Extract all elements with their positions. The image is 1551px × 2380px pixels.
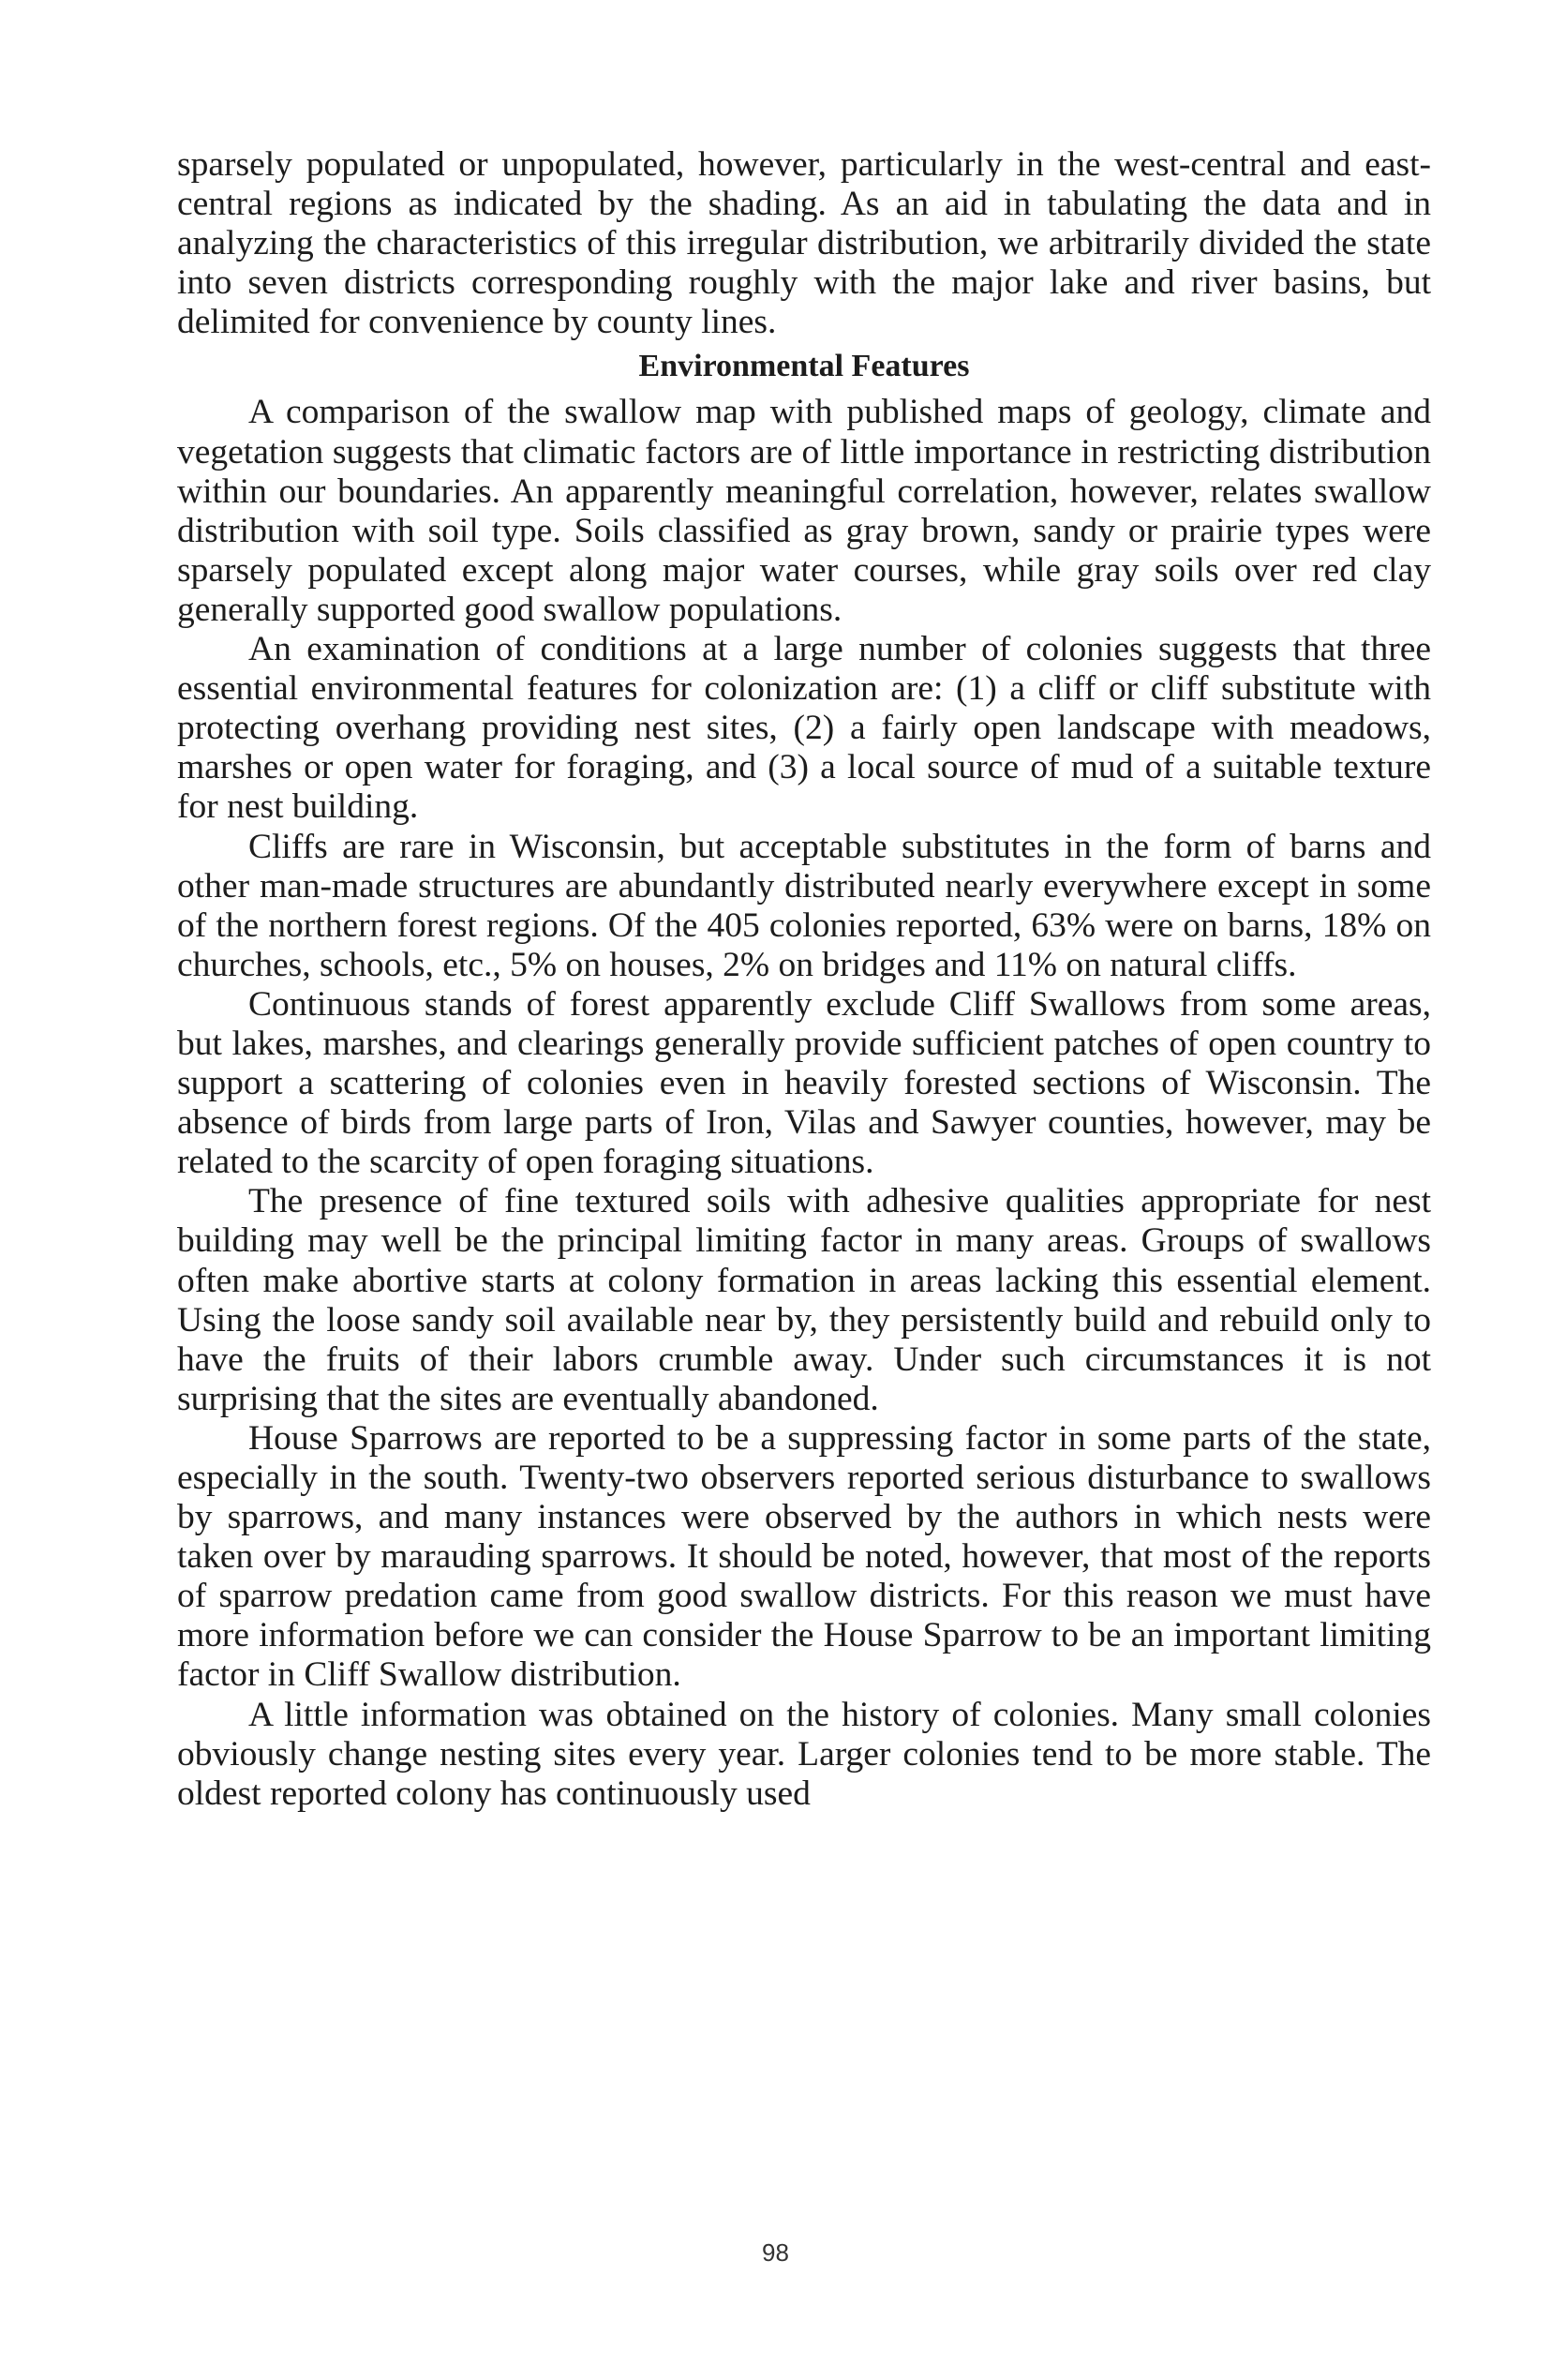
paragraph-house-sparrows: House Sparrows are reported to be a suppressing factor in some parts of the state, especially in the south. Twenty-two observers reported serious disturbance to swallows by sparrows, and many instances were observed by the authors in which nests were taken over by marauding sparrows. It should be noted, however, that most of the reports of sparrow predation came from good swallow districts. For this reason we must have more information before we can consider the House Sparrow to be an important limiting factor in Cliff Swallow distribution.	[177, 1418, 1431, 1695]
paragraph-colony-history: A little information was obtained on the history of colonies. Many small colonies obviously change nesting sites every year. Larger colonies tend to be more stable. The oldest reported colony has continuously used	[177, 1695, 1431, 1813]
paragraph-cliffs: Cliffs are rare in Wisconsin, but acceptable substitutes in the form of barns and other man-made structures are abundantly distributed nearly everywhere except in some of the northern forest regions. Of the 405 colonies reported, 63% were on barns, 18% on churches, schools, etc., 5% on houses, 2% on bridges and 11% on natural cliffs.	[177, 827, 1431, 984]
paragraph-forest: Continuous stands of forest apparently exclude Cliff Swallows from some areas, but lakes, marshes, and clearings generally provide sufficient patches of open country to support a scattering of colonies even in heavily forested sections of Wisconsin. The absence of birds from large parts of Iron, Vilas and Sawyer counties, however, may be related to the scarcity of open foraging situations.	[177, 984, 1431, 1182]
paragraph-essential-features: An examination of conditions at a large number of colonies suggests that three essential environmental features for colonization are: (1) a cliff or cliff substitute with protecting overhang providing nest sites, (2) a fairly open landscape with meadows, marshes or open water for foraging, and (3) a local source of mud of a suitable texture for nest building.	[177, 630, 1431, 827]
paragraph-soils-nest-building: The presence of fine textured soils with adhesive qualities appropriate for nest building may well be the principal limiting factor in many areas. Groups of swallows often make abortive starts at colony formation in areas lacking this essential element. Using the loose sandy soil available near by, they persistently build and rebuild only to have the fruits of their labors crumble away. Under such circumstances it is not surprising that the sites are eventually abandoned.	[177, 1182, 1431, 1418]
page-body	[177, 145, 1431, 1814]
page-number: 98	[762, 2238, 789, 2267]
intro-paragraph: sparsely populated or unpopulated, however, particularly in the west-central and east-central regions as indicated by the shading. As an aid in tabulating the data and in analyzing the characteristics of this irregular distribution, we arbitrarily divided the state into seven districts corresponding roughly with the major lake and river basins, but delimited for convenience by county lines.	[177, 145, 1431, 342]
section-heading: Environmental Features	[638, 349, 970, 384]
paragraph-soil: A comparison of the swallow map with published maps of geology, climate and vegetation suggests that climatic factors are of little importance in restricting distribution within our boundaries. An apparently meaningful correlation, however, relates swallow distribution with soil type. Soils classified as gray brown, sandy or prairie types were sparsely populated except along major water courses, while gray soils over red clay generally supported good swallow populations.	[177, 393, 1431, 629]
